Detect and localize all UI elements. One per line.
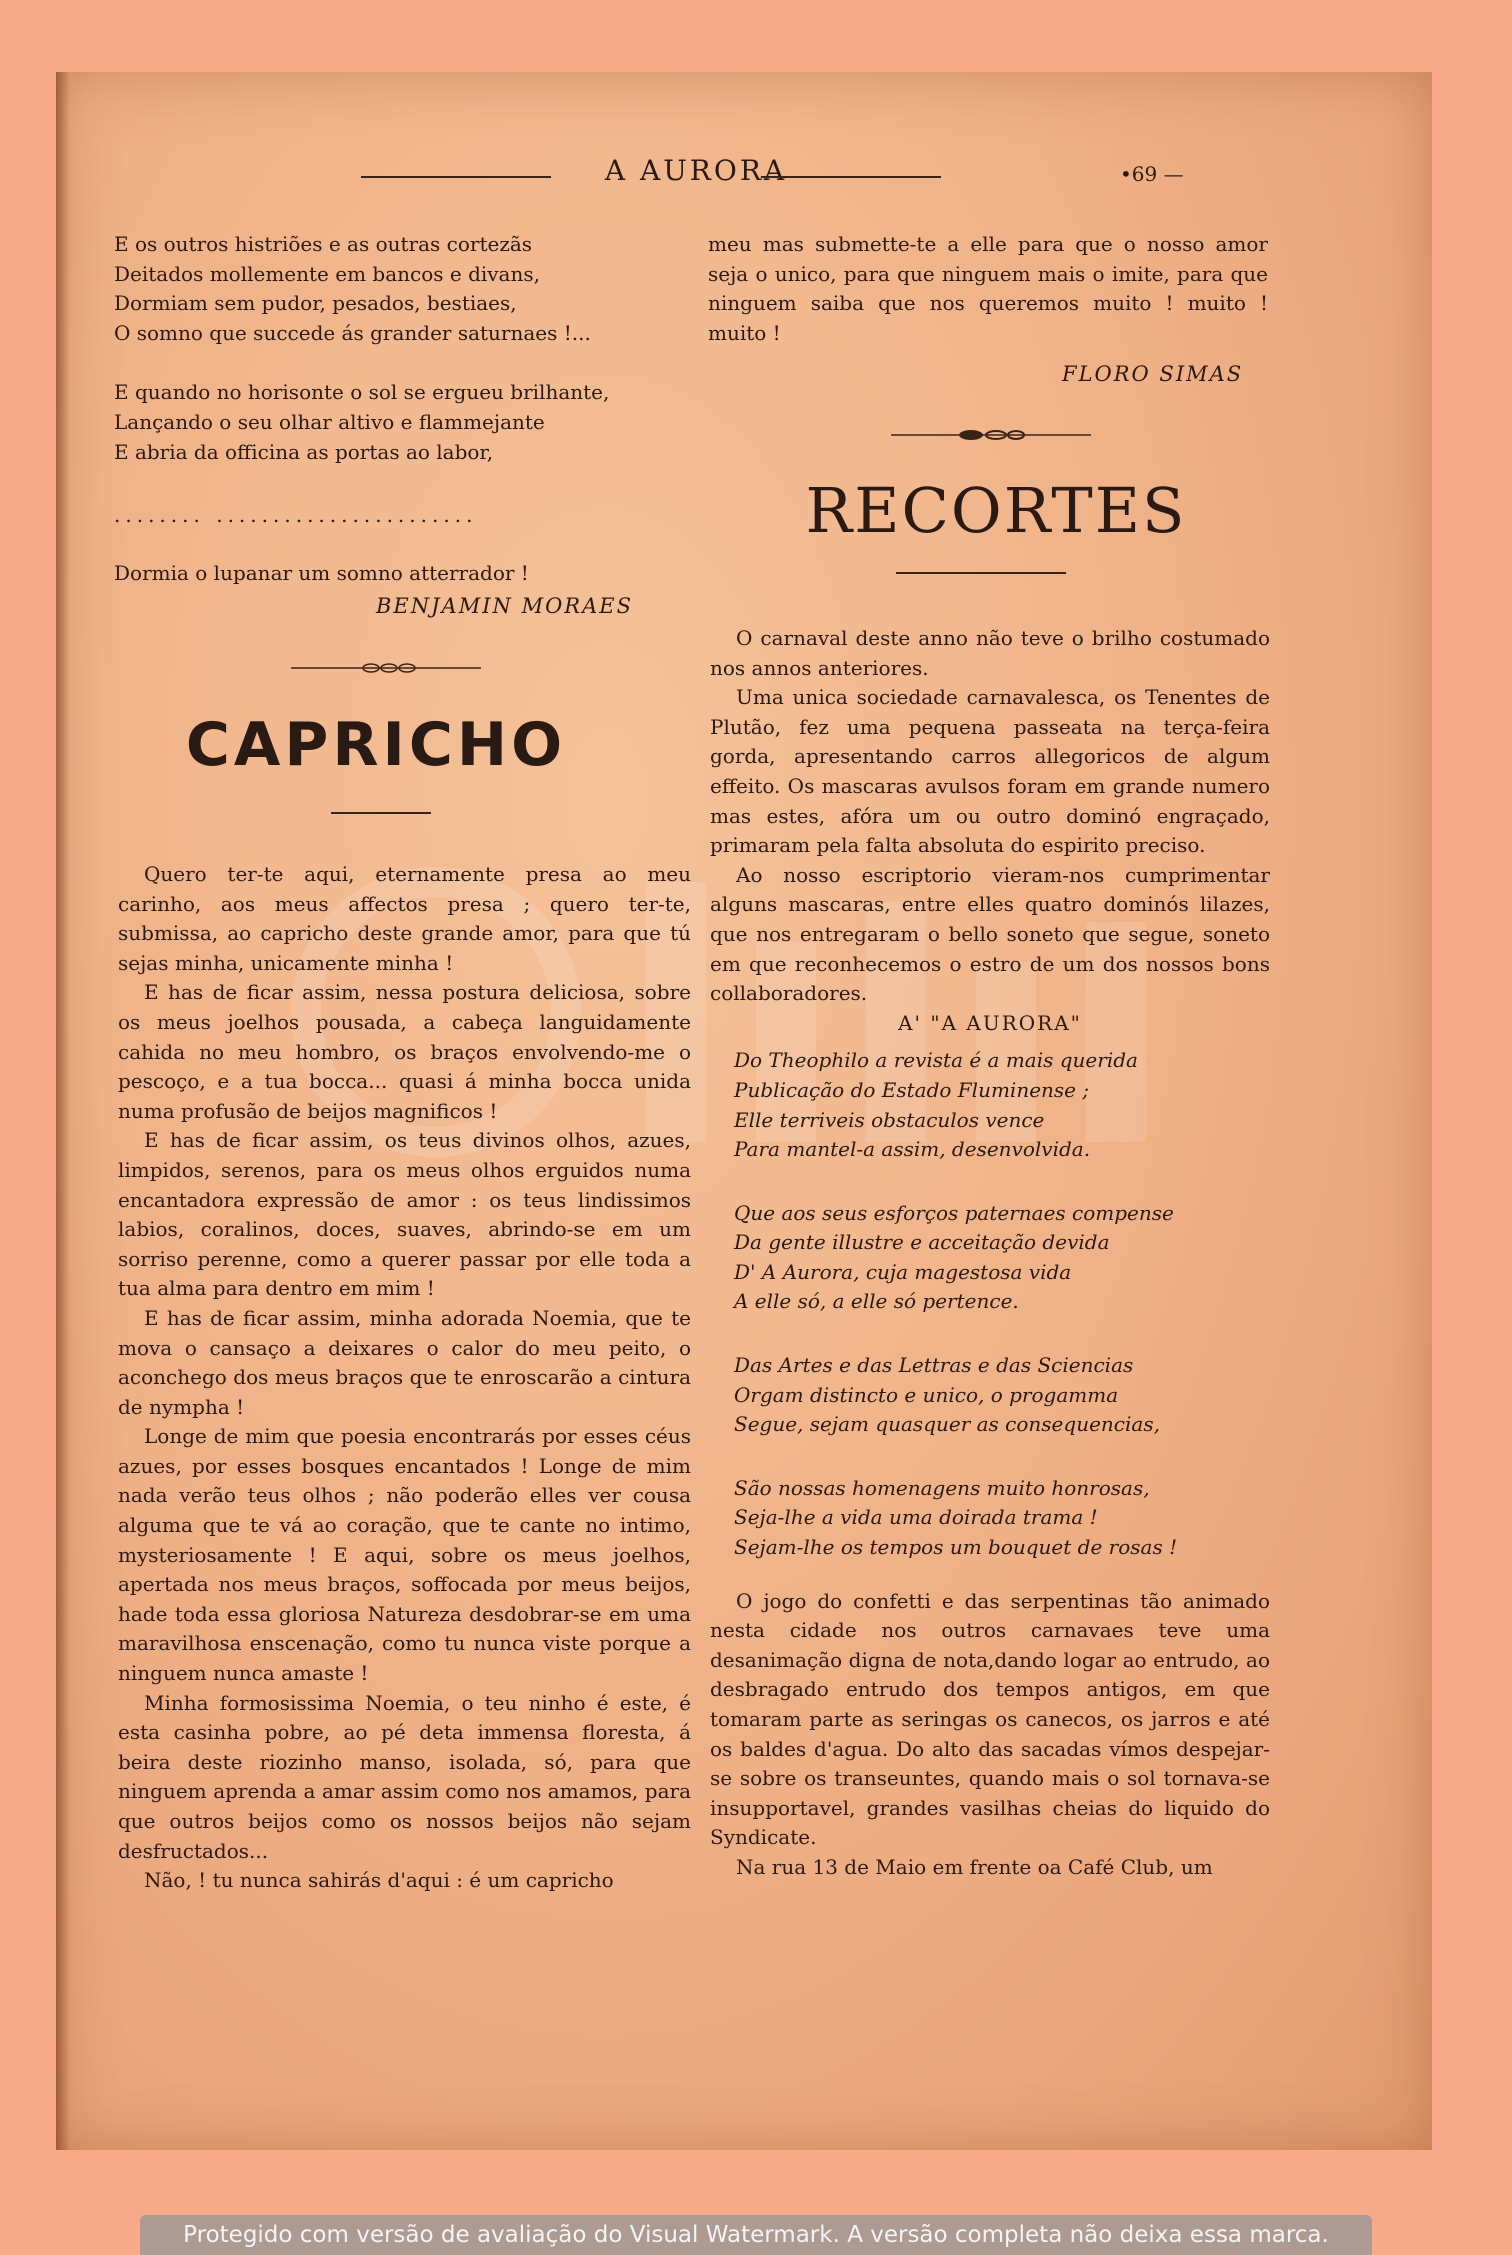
journal-title: A AURORA <box>604 154 788 187</box>
page-number-value: 69 <box>1131 162 1158 186</box>
paragraph: Minha formosissima Noemia, o teu ninho é este, é esta casinha pobre, ao pé deta immensa floresta, á beira deste riozinho manso, isolada, só, para que ninguem aprenda a amar assim como nos amamos, para que outros beijos como os nossos beijos não sejam desfructados... <box>118 1690 691 1863</box>
poem-line: E abria da officina as portas ao labor, <box>114 439 494 464</box>
sonnet-line: Orgam distincto e unico, o progamma <box>734 1382 1119 1407</box>
sonnet-line: São nossas homenagens muito honrosas, <box>734 1475 1150 1500</box>
paragraph: Quero ter-te aqui, eternamente presa ao meu carinho, aos meus affectos presa ; quero ter-te, submissa, ao capricho deste grande amor, para que tú sejas minha, unicamente minha ! <box>118 862 691 975</box>
sonnet-line: A elle só, a elle só pertence. <box>734 1289 1019 1314</box>
right-ornament-divider <box>891 427 1091 443</box>
capricho-underline <box>331 812 431 814</box>
paragraph: E has de ficar assim, os teus divinos olhos, azues, limpidos, serenos, para os meus olhos erguidos numa encantadora expressão de amor : os teus lindissimos labios, coralinos, doces, suaves, abrindo-se em um sorriso perenne, como a querer passar por elle toda a tua alma para dentro em mim ! <box>118 1128 691 1301</box>
sonnet-line: Publicação do Estado Fluminense ; <box>734 1077 1090 1102</box>
sonnet-line: Seja-lhe a vida uma doirada trama ! <box>734 1505 1098 1530</box>
sonnet-line: Segue, sejam quasquer as consequencias, <box>734 1412 1160 1437</box>
left-poem-ending <box>114 230 674 588</box>
paragraph: Não, ! tu nunca sahirás d'aqui : é um capricho <box>144 1868 614 1893</box>
sonnet-line: Para mantel-a assim, desenvolvida. <box>734 1137 1091 1162</box>
floro-author: FLORO SIMAS <box>1062 362 1244 386</box>
ellipsis-line: ........ ....................... <box>114 503 478 528</box>
paragraph: E has de ficar assim, nessa postura deliciosa, sobre os meus joelhos pousada, a cabeça languidamente cahida no meu hombro, os braços envolvendo-me o pescoço, e a tua bocca... quasi á minha bocca unida numa profusão de beijos magnificos ! <box>118 980 691 1123</box>
paragraph: Ao nosso escriptorio vieram-nos cumprimentar alguns mascaras, entre elles quatro dominós lilazes, que nos entregaram o bello soneto que segue, soneto em que reconhecemos o estro de um dos nossos bons collaboradores. <box>710 862 1270 1006</box>
capricho-heading: CAPRICHO <box>185 710 567 780</box>
sonnet-line: Sejam-lhe os tempos um bouquet de rosas ! <box>734 1535 1178 1560</box>
recortes-underline <box>896 572 1066 574</box>
sonnet-line: Elle terriveis obstaculos vence <box>734 1107 1045 1132</box>
poem-line: Deitados mollemente em bancos e divans, <box>114 261 540 286</box>
paragraph: Uma unica sociedade carnavalesca, os Tenentes de Plutão, fez uma pequena passeata na terça-feira gorda, apresentando carros allegoricos de algum effeito. Os mascaras avulsos foram em grande numero mas estes, afóra um ou outro dominó engraçado, primaram pela falta absoluta do espirito preciso. <box>710 685 1270 858</box>
poem-line: Lançando o seu olhar altivo e flammejante <box>114 409 545 434</box>
paragraph: O carnaval deste anno não teve o brilho costumado nos annos anteriores. <box>710 626 1270 680</box>
header-rule-right <box>761 176 941 178</box>
page-number-dash: — <box>1163 162 1184 186</box>
right-intro <box>708 230 1268 348</box>
paragraph: Na rua 13 de Maio em frente oa Café Club, um <box>736 1854 1213 1879</box>
newspaper-page <box>56 72 1432 2150</box>
sonnet-title: A' "A AURORA" <box>898 1010 1082 1035</box>
page-number <box>1120 162 1184 186</box>
sonnet-line: Que aos seus esforços paternaes compense <box>734 1200 1174 1225</box>
poem-line: Dormia o lupanar um somno atterrador ! <box>114 560 529 585</box>
recortes-text <box>710 624 1270 1883</box>
poem-line: E quando no horisonte o sol se ergueu brilhante, <box>114 380 610 405</box>
paragraph: O jogo do confetti e das serpentinas tão animado nesta cidade nos outros carnavaes teve uma desanimação digna de nota,dando logar ao entrudo, ao desbragado entrudo dos tempos antigos, em que tomaram parte as seringas os canecos, os jarros e até os baldes d'agua. Do alto das sacadas vímos despejar-se sobre os transeuntes, quando mais o sol tornava-se insupportavel, grandes vasilhas cheias do liquido do Syndicate. <box>710 1588 1270 1850</box>
watermark-banner: Protegido com versão de avaliação do Visual Watermark. A versão completa não deixa essa marca. <box>140 2215 1372 2255</box>
sonnet-line: Do Theophilo a revista é a mais querida <box>734 1048 1138 1073</box>
sonnet-line: D' A Aurora, cuja magestosa vida <box>734 1259 1072 1284</box>
capricho-text <box>118 860 691 1896</box>
sonnet <box>710 1046 1270 1562</box>
paragraph: Longe de mim que poesia encontrarás por esses céus azues, por esses bosques encantados ! Longe de mim nada verão teus olhos ; não poderão elles ver cousa alguma que te vá ao coração, que te cante no intimo, mysteriosamente ! E aqui, sobre os meus joelhos, apertada nos meus braços, soffocada por meus beijos, hade toda essa gloriosa Natureza desdobrar-se em uma maravilhosa enscenação, como tu nunca viste porque a ninguem nunca amaste ! <box>118 1424 691 1686</box>
poem-author: BENJAMIN MORAES <box>376 594 633 618</box>
header-rule-left <box>361 176 551 178</box>
paragraph: E has de ficar assim, minha adorada Noemia, que te mova o cansaço a deixares o calor do meu peito, o aconchego dos meus braços que te enroscarão a cintura de nympha ! <box>118 1305 691 1419</box>
page-number-ornament: • <box>1120 162 1132 186</box>
poem-line: O somno que succede ás grander saturnaes !... <box>114 320 591 345</box>
recortes-heading: RECORTES <box>805 474 1187 547</box>
paragraph: meu mas submette-te a elle para que o nosso amor seja o unico, para que ninguem mais o imite, para que ninguem saiba que nos queremos muito ! muito ! muito ! <box>708 232 1268 345</box>
poem-line: E os outros histriões e as outras cortezãs <box>114 232 533 256</box>
left-ornament-divider <box>291 660 481 676</box>
sonnet-line: Da gente illustre e acceitação devida <box>734 1230 1110 1255</box>
poem-line: Dormiam sem pudor, pesados, bestiaes, <box>114 291 517 316</box>
sonnet-line: Das Artes e das Lettras e das Sciencias <box>734 1353 1134 1378</box>
page-edge-shadow <box>56 72 70 2150</box>
